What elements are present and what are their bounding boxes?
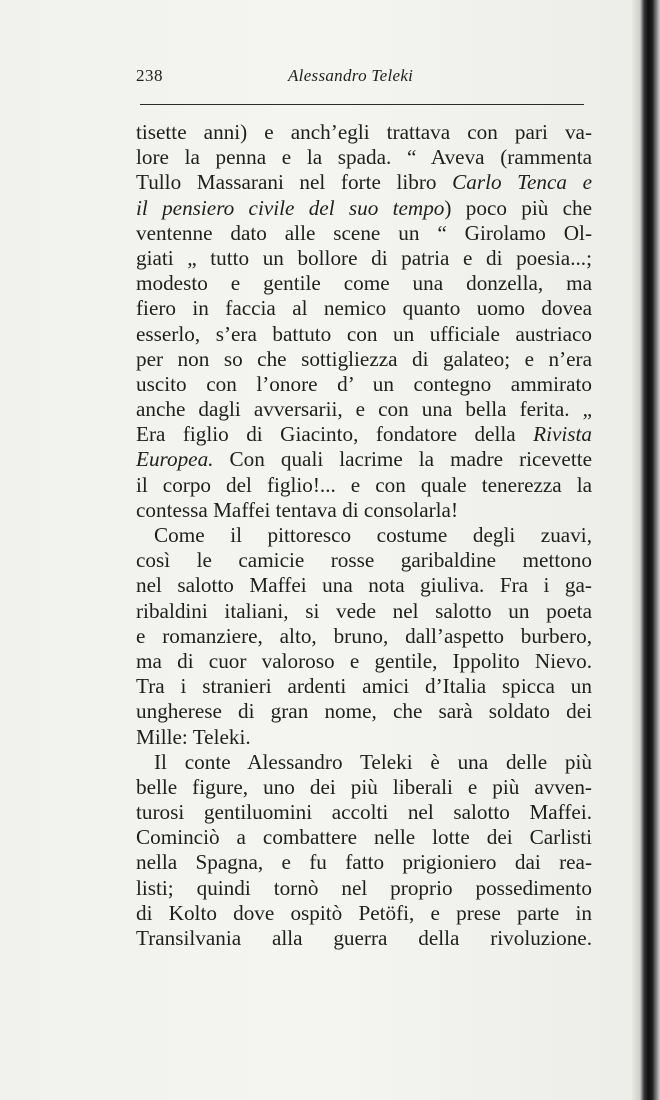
text-line xyxy=(136,876,592,901)
text-line xyxy=(136,120,592,145)
text-segment: Transilvania alla guerra della rivoluzione. xyxy=(136,926,592,950)
text-line xyxy=(136,447,592,472)
text-line xyxy=(136,170,592,195)
text-line xyxy=(136,775,592,800)
text-segment: Era figlio di Giacinto, fondatore della xyxy=(136,422,534,447)
text-segment: Mille: Teleki. xyxy=(136,724,251,749)
text-line xyxy=(136,498,592,523)
text-line xyxy=(136,800,592,825)
text-segment: per non so che sottigliezza di galateo; e n’era xyxy=(136,346,592,371)
text-segment: contessa Maffei tentava di consolarla! xyxy=(136,497,459,522)
book-spine-edge xyxy=(632,0,660,1100)
text-line xyxy=(136,145,592,170)
text-line xyxy=(136,397,592,422)
text-line xyxy=(136,674,592,699)
text-line xyxy=(136,196,592,221)
text-segment: nel salotto Maffei una nota giuliva. Fra i ga- xyxy=(136,573,592,598)
text-segment: modesto e gentile come una donzella, ma xyxy=(136,271,592,296)
text-line xyxy=(136,422,592,447)
text-line xyxy=(136,246,592,271)
text-segment: nella Spagna, e fu fatto prigioniero dai rea- xyxy=(136,850,592,875)
text-line xyxy=(136,322,592,347)
text-segment: Il conte Alessandro Teleki è una delle più xyxy=(154,749,592,774)
italic-text: il pensiero civile del suo tempo xyxy=(136,195,445,220)
text-segment: turosi gentiluomini accolti nel salotto Maffei. xyxy=(136,800,592,825)
text-line xyxy=(136,901,592,926)
text-segment: giati „ tutto un bollore di patria e di poesia...; xyxy=(136,245,592,270)
text-line xyxy=(136,548,592,573)
text-segment: esserlo, s’era battuto con un ufficiale austriaco xyxy=(136,321,592,346)
text-line xyxy=(136,624,592,649)
text-segment: anche dagli avversarii, e con una bella ferita. „ xyxy=(136,397,592,422)
text-segment: ungherese di gran nome, che sarà soldato dei xyxy=(136,699,592,724)
text-segment: ventenne dato alle scene un “ Girolamo Ol- xyxy=(136,220,592,245)
running-title: Alessandro Teleki xyxy=(288,66,414,85)
text-line xyxy=(136,523,592,548)
text-segment: Cominciò a combattere nelle lotte dei Carlisti xyxy=(136,825,592,850)
text-segment: così le camicie rosse garibaldine mettono xyxy=(136,548,592,573)
text-segment: di Kolto dove ospitò Petöfi, e prese parte in xyxy=(136,900,592,925)
text-line xyxy=(136,850,592,875)
text-line xyxy=(136,725,592,750)
text-segment: listi; quindi tornò nel proprio possedimento xyxy=(136,875,592,900)
text-line xyxy=(136,372,592,397)
text-line xyxy=(136,473,592,498)
page-header xyxy=(136,66,584,92)
text-line xyxy=(136,271,592,296)
italic-text: Carlo Tenca e xyxy=(452,170,592,195)
text-segment: lore la penna e la spada. “ Aveva (rammenta xyxy=(136,145,592,170)
text-line xyxy=(136,649,592,674)
italic-text: Rivista xyxy=(533,422,592,447)
text-segment: Tullo Massarani nel forte libro xyxy=(136,170,453,195)
text-segment: ) poco più che xyxy=(444,195,593,220)
text-line xyxy=(136,825,592,850)
text-line xyxy=(136,221,592,246)
text-segment: il corpo del figlio!... e con quale tenerezza la xyxy=(136,472,592,497)
body-text xyxy=(136,120,592,951)
text-line xyxy=(136,347,592,372)
text-segment: Con quali lacrime la madre ricevette xyxy=(213,447,592,472)
text-line xyxy=(136,699,592,724)
header-rule xyxy=(140,104,584,105)
text-segment: Come il pittoresco costume degli zuavi, xyxy=(154,523,592,547)
text-segment: ribaldini italiani, si vede nel salotto un poeta xyxy=(136,598,592,623)
text-segment: uscito con l’onore d’ un contegno ammirato xyxy=(136,371,592,396)
text-segment: fiero in faccia al nemico quanto uomo dovea xyxy=(136,296,592,321)
text-line xyxy=(136,926,592,951)
text-line xyxy=(136,599,592,624)
italic-text: Europea. xyxy=(136,447,214,472)
text-segment: tisette anni) e anch’egli trattava con pari va- xyxy=(136,120,592,144)
text-segment: e romanziere, alto, bruno, dall’aspetto burbero, xyxy=(136,623,592,648)
text-segment: belle figure, uno dei più liberali e più avven- xyxy=(136,774,592,799)
text-segment: ma di cuor valoroso e gentile, Ippolito Nievo. xyxy=(136,648,592,673)
text-segment: Tra i stranieri ardenti amici d’Italia spicca un xyxy=(136,674,592,699)
text-line xyxy=(136,750,592,775)
text-line xyxy=(136,296,592,321)
page-number: 238 xyxy=(136,66,163,85)
text-line xyxy=(136,573,592,598)
